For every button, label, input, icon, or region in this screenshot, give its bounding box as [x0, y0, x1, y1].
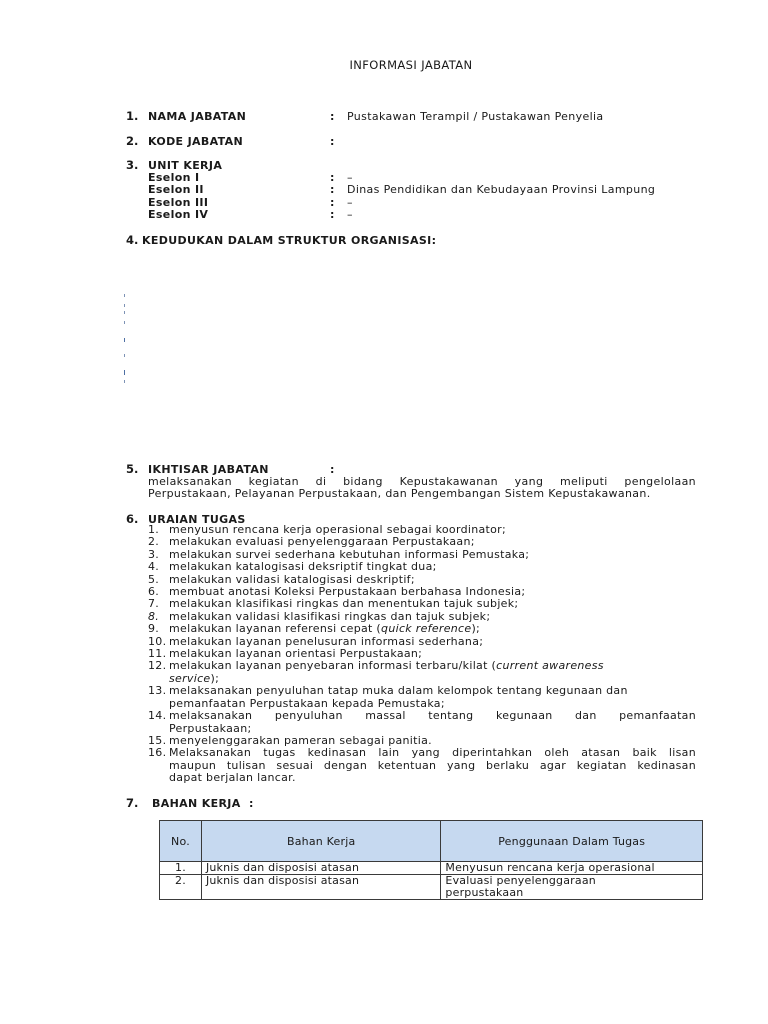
section-number: 6. — [126, 512, 139, 526]
header-bahan-kerja: Bahan Kerja — [201, 821, 440, 862]
colon: : — [330, 463, 335, 476]
eselon-3-label: Eselon III — [148, 196, 209, 209]
colon: : — [330, 208, 335, 221]
section-label: UNIT KERJA — [148, 159, 223, 172]
chart-mark — [124, 338, 125, 342]
list-item: 1. menyusun rencana kerja operasional sebagai koordinator; — [148, 523, 506, 536]
list-item: 7. melakukan klasifikasi ringkas dan menentukan tajuk subjek; — [148, 597, 519, 611]
list-item: 14. melaksanakan penyuluhan massal tentang kegunaan dan pemanfaatan Perpustakaan; — [148, 709, 696, 735]
eselon-4-label: Eselon IV — [148, 208, 209, 221]
section-number: 2. — [126, 134, 139, 148]
list-item: 3. melakukan survei sederhana kebutuhan informasi Pemustaka; — [148, 547, 530, 561]
section-label: KEDUDUKAN DALAM STRUKTUR ORGANISASI: — [142, 234, 437, 247]
section-label: NAMA JABATAN — [148, 110, 247, 123]
header-penggunaan: Penggunaan Dalam Tugas — [441, 821, 703, 862]
list-item: 5. melakukan validasi katalogisasi deskriptif; — [148, 572, 415, 586]
org-chart-remnant — [123, 294, 127, 394]
section-label: BAHAN KERJA : — [152, 797, 254, 810]
list-item: 4. melakukan katalogisasi deksriptif tingkat dua; — [148, 560, 437, 574]
colon: : — [330, 183, 335, 196]
chart-mark — [124, 304, 125, 307]
document-title: INFORMASI JABATAN — [349, 58, 473, 72]
eselon-2-label: Eselon II — [148, 183, 204, 196]
colon: : — [330, 171, 335, 184]
eselon-1-value: – — [347, 171, 353, 184]
list-item: 16. Melaksanakan tugas kedinasan lain yang diperintahkan oleh atasan baik lisan maupun tulisan sesuai dengan ketentuan yang berlaku agar kegiatan kedinasan dapat berjalan lancar. — [148, 746, 696, 785]
section-number: 7. — [126, 796, 139, 810]
list-item: 8. melakukan validasi klasifikasi ringkas dan tajuk subjek; — [148, 609, 491, 623]
cell-bahan: Juknis dan disposisi atasan — [201, 875, 440, 900]
list-item: 11. melakukan layanan orientasi Perpustakaan; — [148, 647, 423, 661]
section-number: 5. — [126, 462, 139, 476]
chart-mark — [124, 354, 125, 357]
eselon-4-value: – — [347, 208, 353, 221]
chart-mark — [124, 370, 125, 375]
colon: : — [330, 110, 335, 123]
table-row — [160, 862, 703, 875]
chart-mark — [124, 380, 125, 383]
eselon-1-label: Eselon I — [148, 171, 200, 184]
list-item: 10. melakukan layanan penelusuran informasi sederhana; — [148, 634, 484, 648]
bahan-kerja-table — [159, 820, 703, 900]
cell-no: 1. — [160, 862, 202, 875]
table-header-row — [160, 821, 703, 862]
list-item: 13. melaksanakan penyuluhan tatap muka dalam kelompok tentang kegunaan dan pemanfaatan Perpustakaan kepada Pemustaka; — [148, 684, 628, 710]
cell-penggunaan: Evaluasi penyelenggaraan perpustakaan — [441, 875, 703, 900]
list-item: 2. melakukan evaluasi penyelenggaraan Perpustakaan; — [148, 535, 475, 549]
section-number: 4. — [126, 233, 139, 247]
nama-jabatan-value: Pustakawan Terampil / Pustakawan Penyelia — [347, 110, 604, 123]
cell-penggunaan: Menyusun rencana kerja operasional — [441, 862, 703, 875]
chart-mark — [124, 321, 125, 324]
ikhtisar-line-1: melaksanakan kegiatan di bidang Kepustakawanan yang meliputi pengelolaan — [148, 475, 696, 488]
header-no: No. — [160, 821, 202, 862]
list-item: 9. melakukan layanan referensi cepat (quick reference); — [148, 622, 481, 636]
section-number: 1. — [126, 109, 139, 123]
list-item: 12. melakukan layanan penyebaran informasi terbaru/kilat (current awareness service); — [148, 659, 604, 685]
list-item: 15. menyelenggarakan pameran sebagai panitia. — [148, 733, 432, 747]
section-label: KODE JABATAN — [148, 135, 244, 148]
cell-bahan: Juknis dan disposisi atasan — [201, 862, 440, 875]
table-row — [160, 875, 703, 900]
cell-no: 2. — [160, 875, 202, 900]
eselon-3-value: – — [347, 196, 353, 209]
tugas-list — [148, 524, 696, 785]
eselon-2-value: Dinas Pendidikan dan Kebudayaan Provinsi Lampung — [347, 183, 656, 196]
chart-mark — [124, 311, 125, 314]
section-label: URAIAN TUGAS — [148, 513, 246, 526]
section-number: 3. — [126, 158, 139, 172]
section-label: IKHTISAR JABATAN — [148, 463, 269, 476]
colon: : — [330, 135, 335, 148]
ikhtisar-line-2: Perpustakaan, Pelayanan Perpustakaan, dan Pengembangan Sistem Kepustakawanan. — [148, 487, 651, 500]
list-item: 6. membuat anotasi Koleksi Perpustakaan berbahasa Indonesia; — [148, 585, 526, 599]
colon: : — [330, 196, 335, 209]
chart-mark — [124, 294, 125, 297]
